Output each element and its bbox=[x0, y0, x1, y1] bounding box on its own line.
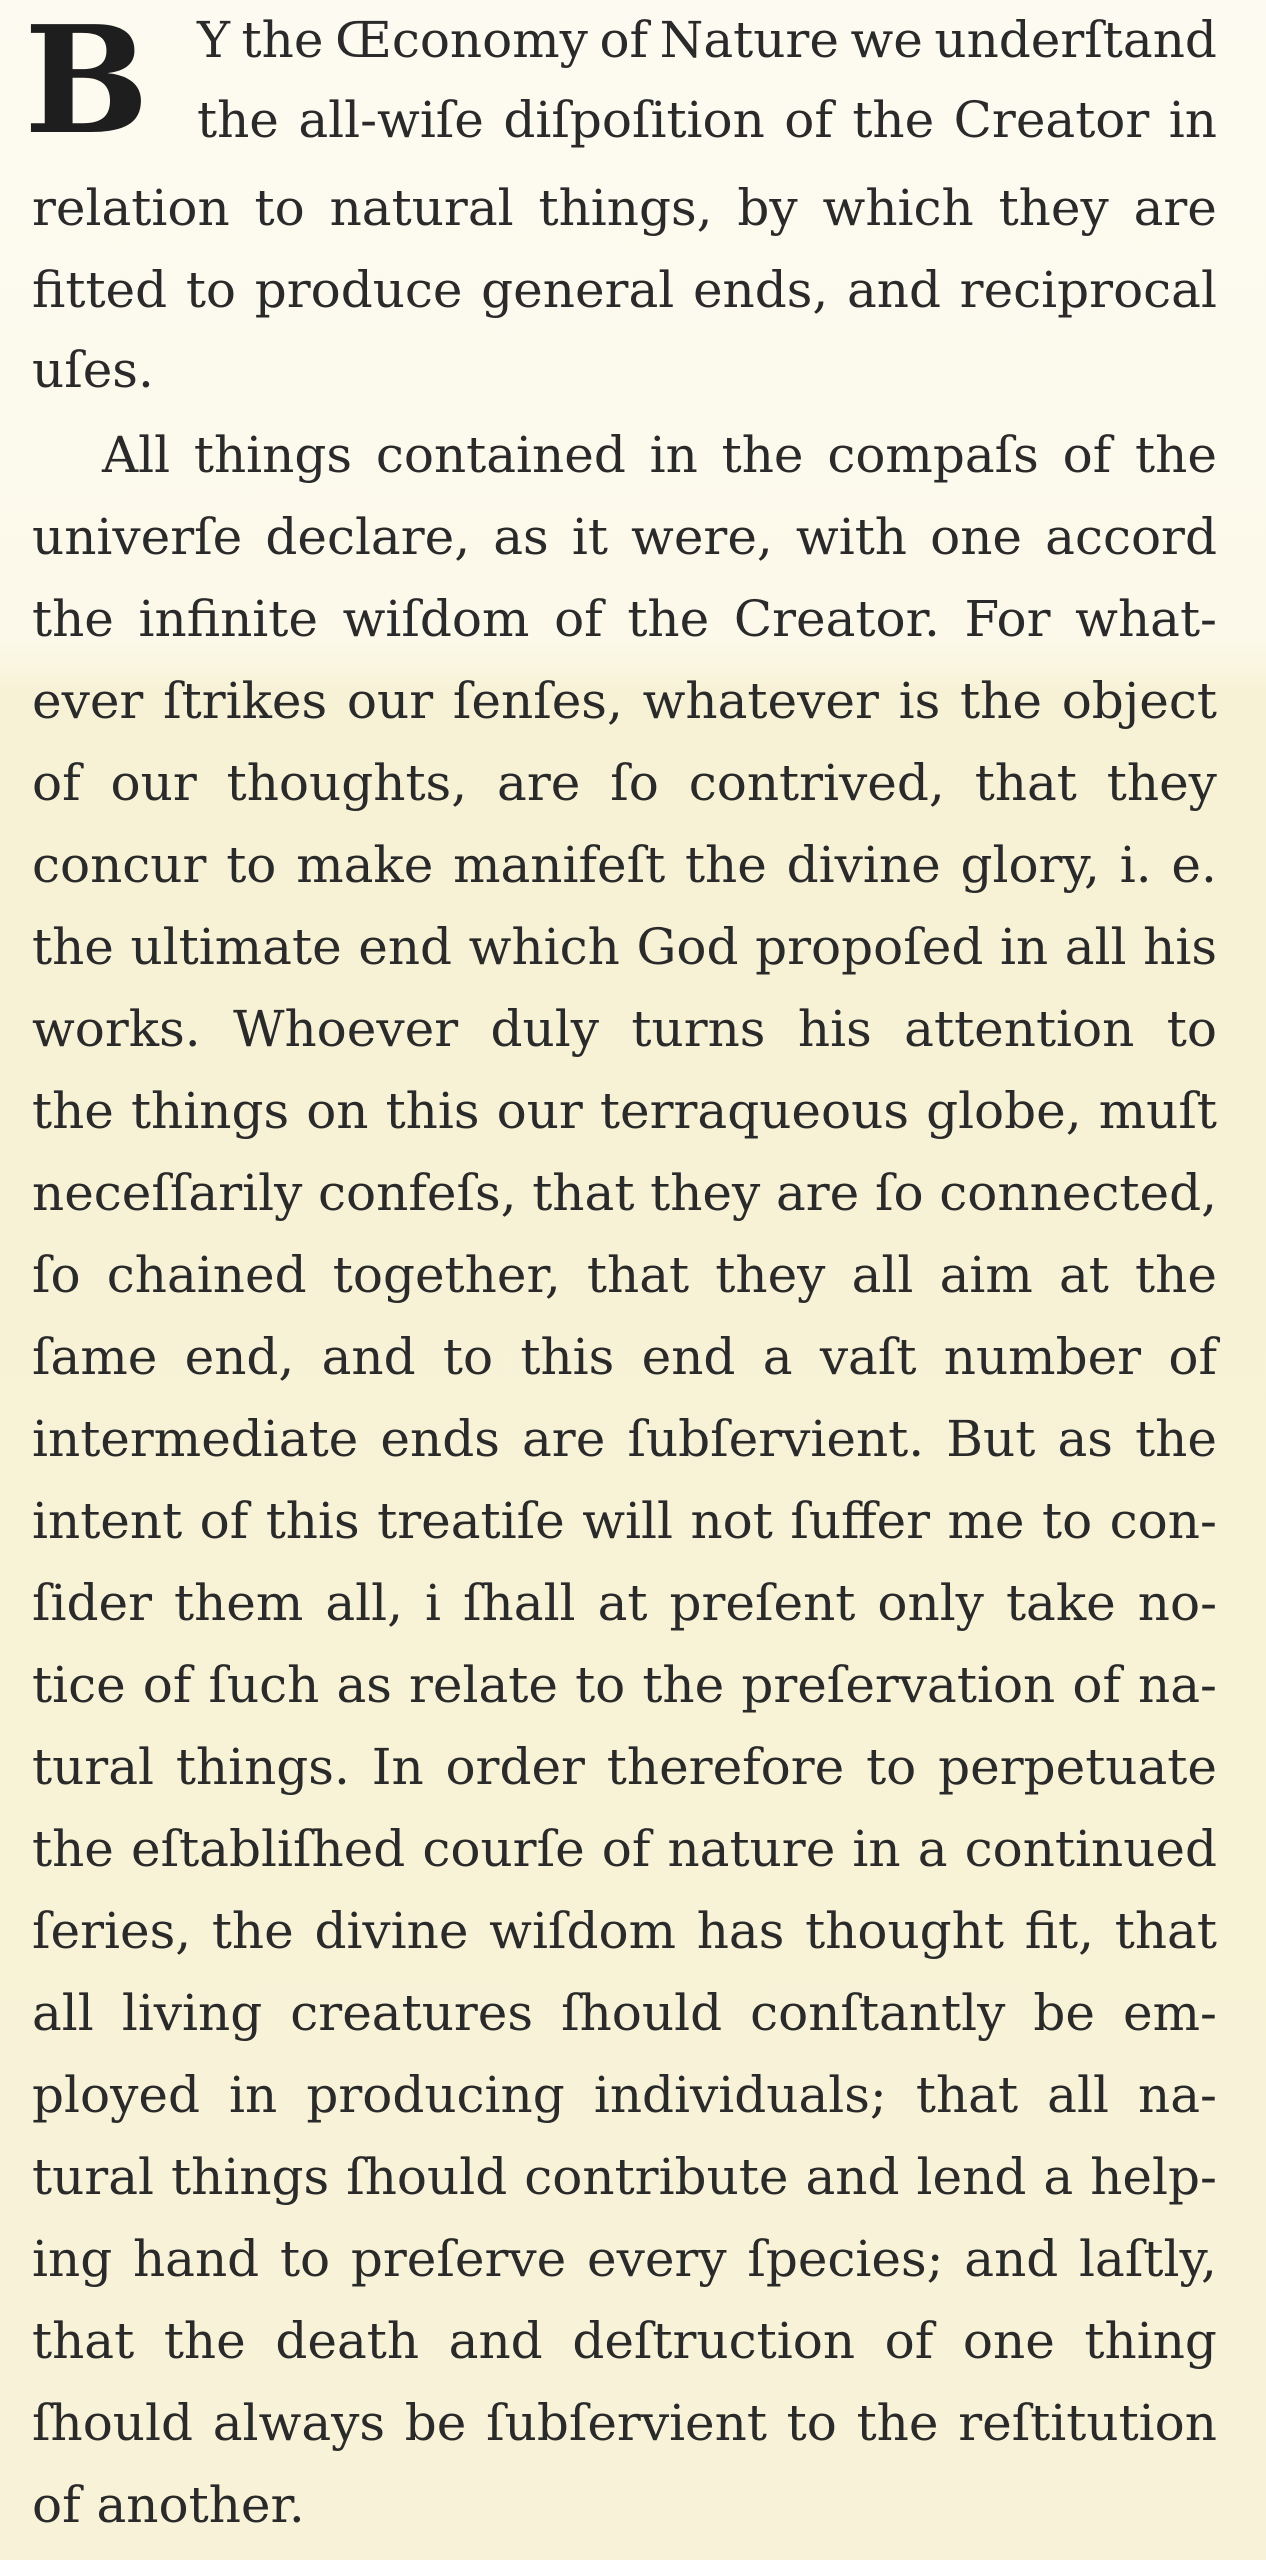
text-line: of our thoughts, are ſo contrived, that they bbox=[32, 754, 1217, 812]
text-line: ſo chained together, that they all aim at the bbox=[32, 1246, 1217, 1304]
text-line: the things on this our terraqueous globe, muſt bbox=[32, 1082, 1217, 1140]
text-line: ployed in producing individuals; that all na- bbox=[32, 2066, 1217, 2124]
text-line: ſhould always be ſubſervient to the reſtitution bbox=[32, 2394, 1217, 2452]
text-line: tice of ſuch as relate to the preſervation of na- bbox=[32, 1656, 1217, 1714]
text-line: Y the Œconomy of Nature we underſtand bbox=[197, 11, 1217, 69]
text-line: fitted to produce general ends, and reciprocal bbox=[32, 261, 1217, 319]
text-line: uſes. bbox=[32, 341, 154, 399]
text-line: all living creatures ſhould conſtantly be em- bbox=[32, 1984, 1217, 2042]
text-line: ever ſtrikes our ſenſes, whatever is the object bbox=[32, 672, 1217, 730]
text-line: All things contained in the compaſs of the bbox=[102, 426, 1217, 484]
text-line: concur to make manifeſt the divine glory, i. e. bbox=[32, 836, 1217, 894]
text-line: of another. bbox=[32, 2476, 305, 2534]
text-line: neceſſarily confeſs, that they are ſo connected, bbox=[32, 1164, 1217, 1222]
drop-cap-letter: B bbox=[24, 0, 150, 167]
text-line: the ultimate end which God propoſed in all his bbox=[32, 918, 1217, 976]
text-line: ing hand to preſerve every ſpecies; and laſtly, bbox=[32, 2230, 1217, 2288]
text-line: relation to natural things, by which they are bbox=[32, 179, 1217, 237]
text-line: that the death and deſtruction of one thing bbox=[32, 2312, 1217, 2370]
text-line: the eſtabliſhed courſe of nature in a continued bbox=[32, 1820, 1217, 1878]
text-line: ſeries, the divine wiſdom has thought fit, that bbox=[32, 1902, 1217, 1960]
text-line: works. Whoever duly turns his attention to bbox=[32, 1000, 1217, 1058]
text-line: univerſe declare, as it were, with one accord bbox=[32, 508, 1217, 566]
text-line: the all-wiſe diſpoſition of the Creator in bbox=[197, 91, 1217, 149]
text-line: tural things ſhould contribute and lend a help- bbox=[32, 2148, 1217, 2206]
text-line: ſame end, and to this end a vaſt number of bbox=[32, 1328, 1217, 1386]
text-line: intent of this treatiſe will not ſuffer me to con- bbox=[32, 1492, 1217, 1550]
text-line: intermediate ends are ſubſervient. But as the bbox=[32, 1410, 1217, 1468]
text-line: ſider them all, i ſhall at preſent only take no- bbox=[32, 1574, 1217, 1632]
text-line: tural things. In order therefore to perpetuate bbox=[32, 1738, 1217, 1796]
text-line: the infinite wiſdom of the Creator. For what- bbox=[32, 590, 1217, 648]
